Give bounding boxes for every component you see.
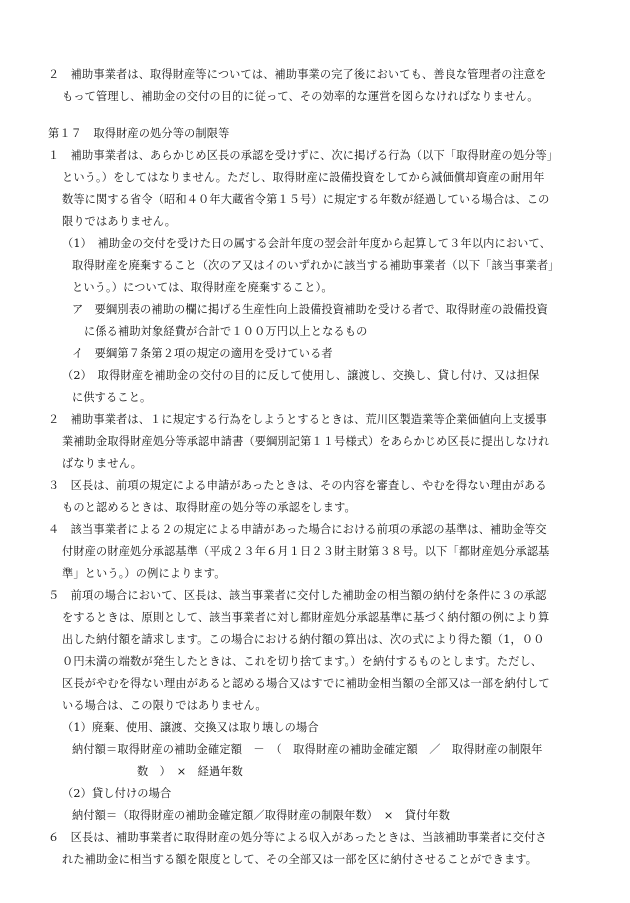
item-6-line-1: ６ 区長は、補助事業者に取得財産の処分等による収入があったときは、当該補助事業者に交付さ xyxy=(48,831,547,844)
sub-1-a-line-2: に係る補助対象経費が合計で１００万円以上となるもの xyxy=(84,325,368,338)
item-5-line-6: いる場合は、この限りではありません。 xyxy=(62,699,267,712)
item-3-line-2: ものと認めるときは、取得財産の処分等の承認をします。 xyxy=(62,501,356,514)
section-17-heading: 第１７ 取得財産の処分等の制限等 xyxy=(48,127,230,140)
paragraph-2-line-1: ２ 補助事業者は、取得財産等については、補助事業の完了後においても、善良な管理者の注意を xyxy=(48,68,547,81)
item-4-line-1: ４ 該当事業者による２の規定による申請があった場合における前項の承認の基準は、補助金等交 xyxy=(48,523,547,536)
paragraph-2-line-2: もって管理し、補助金の交付の目的に従って、その効率的な運営を図らなければなりません。 xyxy=(62,90,539,103)
item-5-line-3: 出した納付額を請求します。この場合における納付額の算出は、次の式により得た額（1，００ xyxy=(62,633,545,646)
sub-2-line-2: に供すること。 xyxy=(72,391,152,404)
case-2-title: （2）貸し付けの場合 xyxy=(62,787,172,800)
case-1-title: （1）廃棄、使用、譲渡、交換又は取り壊しの場合 xyxy=(62,721,319,734)
sub-2-line-1: （2） 取得財産を補助金の交付の目的に反して使用し、譲渡し、交換し、貸し付け、又は担保 xyxy=(62,369,540,382)
item-3-line-1: ３ 区長は、前項の規定による申請があったときは、その内容を審査し、やむを得ない理由がある xyxy=(48,479,547,492)
item-5-line-1: ５ 前項の場合において、区長は、該当事業者に交付した補助金の相当額の納付を条件に３の承認 xyxy=(48,589,547,602)
item-2-line-2: 業補助金取得財産処分等承認申請書（要綱別記第１１号様式）をあらかじめ区長に提出しなけれ xyxy=(62,435,550,448)
case-2-formula: 納付額＝（取得財産の補助金確定額／取得財産の制限年数） × 貸付年数 xyxy=(72,809,451,822)
sub-1-a-line-1: ア 要綱別表の補助の欄に掲げる生産性向上設備投資補助を受ける者で、取得財産の設備投資 xyxy=(72,303,548,316)
item-4-line-2: 付財産の財産処分承認基準（平成２３年６月１日２３財主財第３８号。以下「都財産処分承認基 xyxy=(62,545,550,558)
item-2-line-3: ばなりません。 xyxy=(62,457,143,470)
item-6-line-2: れた補助金に相当する額を限度として、その全部又は一部を区に納付させることができます。 xyxy=(62,853,538,866)
item-2-line-1: ２ 補助事業者は、１に規定する行為をしようとするときは、荒川区製造業等企業価値向上支援事 xyxy=(48,413,547,426)
item-5-line-2: をするときは、原則として、該当事業者に対し都財産処分承認基準に基づく納付額の例により算 xyxy=(62,611,550,624)
case-1-formula-line-2: 数 ） × 経過年数 xyxy=(137,765,243,778)
item-1-line-2: という。）をしてはなりません。ただし、取得財産に設備投資をしてから減価償却資産の耐用年 xyxy=(62,171,545,184)
sub-1-line-2: 取得財産を廃棄すること（次のア又はイのいずれかに該当する補助事業者（以下「該当事業者」 xyxy=(72,259,560,272)
sub-1-line-3: という。）については、取得財産を廃棄すること）。 xyxy=(72,281,333,294)
item-5-line-5: 区長がやむを得ない理由があると認める場合又はすでに補助金相当額の全部又は一部を納付して xyxy=(62,677,550,690)
item-5-line-4: ０円未満の端数が発生したときは、これを切り捨てます。）を納付するものとします。ただし、 xyxy=(62,655,543,668)
item-1-line-4: 限りではありません。 xyxy=(62,215,177,228)
item-4-line-3: 準」という。）の例によります。 xyxy=(62,567,226,580)
item-1-line-3: 数等に関する省令（昭和４０年大蔵省令第１５号）に規定する年数が経過している場合は、この xyxy=(62,193,550,206)
sub-1-line-1: （1） 補助金の交付を受けた日の属する会計年度の翌会計年度から起算して３年以内において、 xyxy=(62,237,551,250)
case-1-formula-line-1: 納付額＝取得財産の補助金確定額 － （ 取得財産の補助金確定額 ／ 取得財産の制限年 xyxy=(72,743,543,756)
sub-1-i-line-1: イ 要綱第７条第２項の規定の適用を受けている者 xyxy=(72,347,333,360)
item-1-line-1: １ 補助事業者は、あらかじめ区長の承認を受けずに、次に掲げる行為（以下「取得財産の処分等」 xyxy=(48,149,559,162)
